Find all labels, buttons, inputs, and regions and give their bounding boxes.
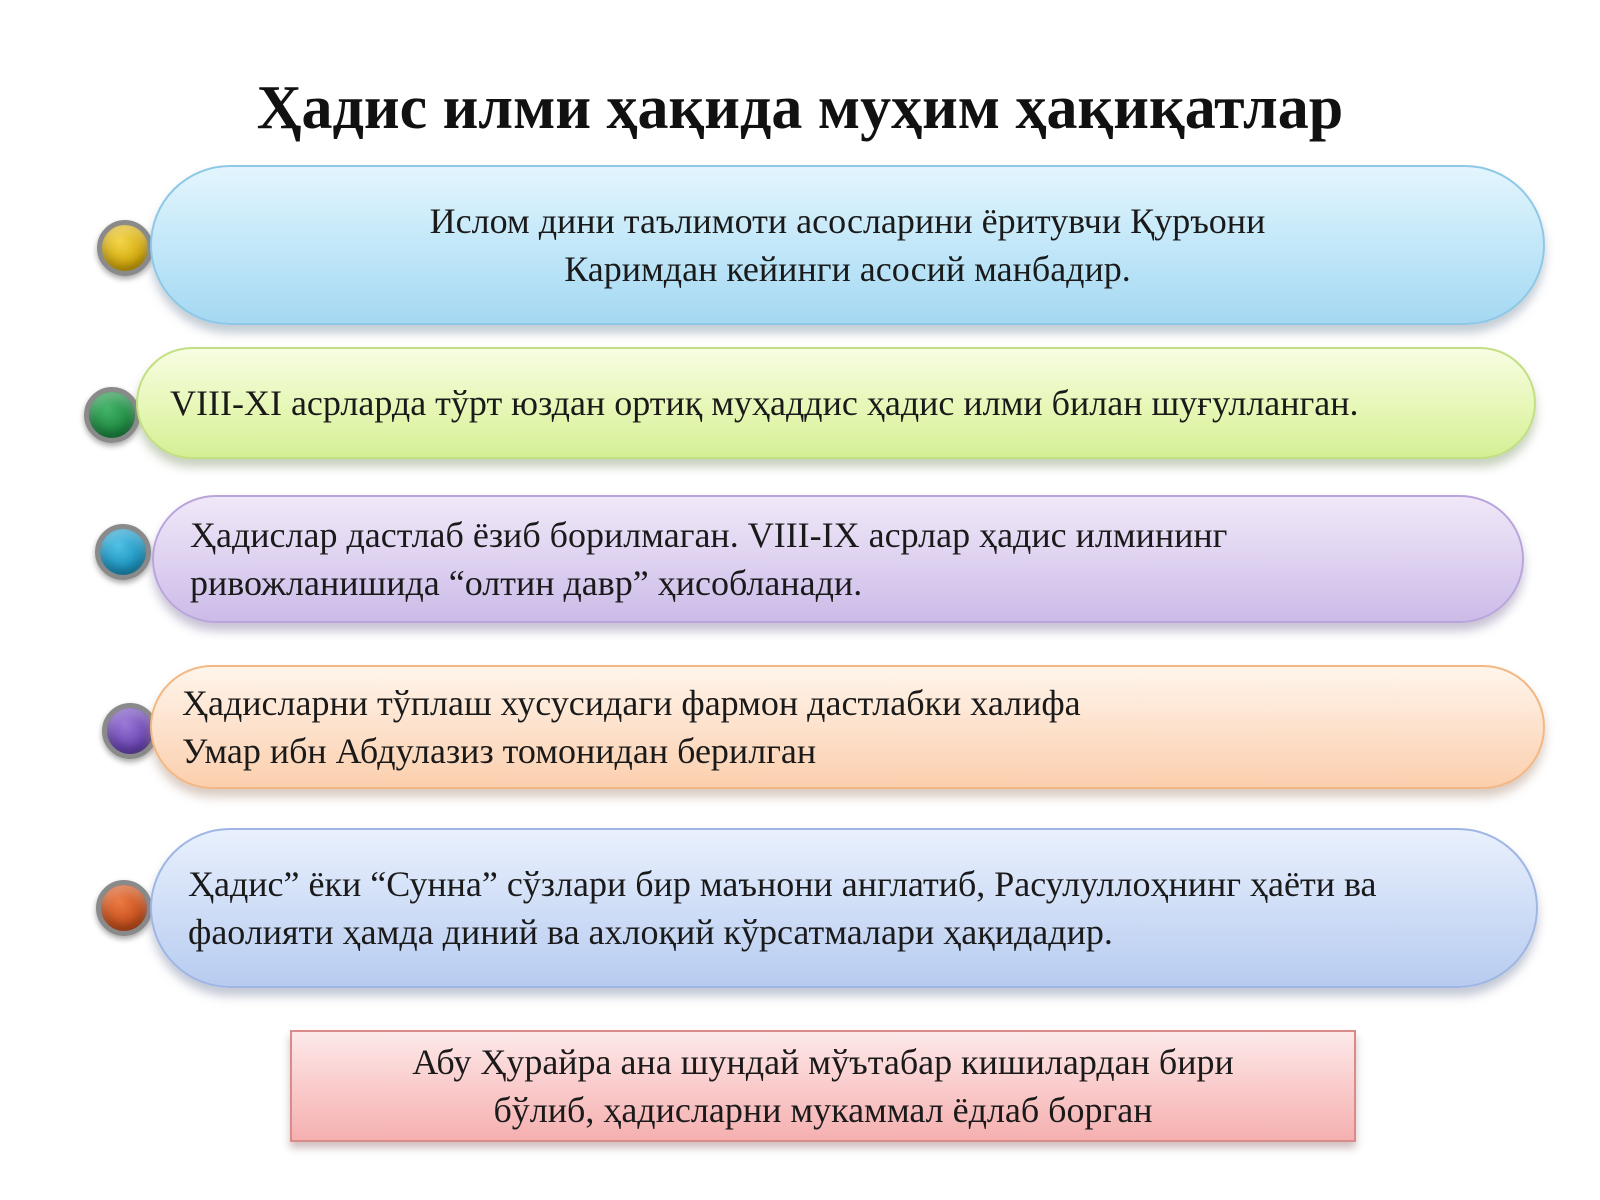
fact-text-1 — [430, 197, 1266, 293]
fact-line: Ислом дини таълимоти асосларини ёритувчи Қуръони — [429, 201, 1266, 241]
fact-text-4 — [182, 679, 1081, 775]
fact-line: VIII-XI асрларда тўрт юздан ортиқ муҳаддис ҳадис илми билан шуғулланган. — [170, 383, 1359, 423]
fact-text-5 — [188, 860, 1377, 956]
fact-item-2 — [136, 347, 1536, 459]
fact-line: ривожланишида “олтин давр” ҳисобланади. — [190, 563, 863, 603]
note-line: Абу Ҳурайра ана шундай мўътабар кишилардан бири — [412, 1042, 1234, 1082]
bullet-dot-1 — [97, 220, 153, 276]
bullet-dot-2 — [84, 387, 140, 443]
note-line: бўлиб, ҳадисларни мукаммал ёдлаб борган — [493, 1090, 1153, 1130]
note-text — [412, 1038, 1234, 1134]
fact-item-4 — [150, 665, 1545, 789]
bullet-dot-3 — [95, 524, 151, 580]
fact-line: фаолияти ҳамда диний ва ахлоқий кўрсатмалари ҳақидадир. — [188, 912, 1113, 952]
note-box — [290, 1030, 1356, 1142]
fact-line: Умар ибн Абдулазиз томонидан берилган — [182, 731, 817, 771]
fact-text-3 — [190, 511, 1227, 607]
fact-item-5 — [150, 828, 1538, 988]
fact-line: Ҳадис” ёки “Сунна” сўзлари бир маънони англатиб, Расулуллоҳнинг ҳаёти ва — [188, 864, 1377, 904]
fact-item-3 — [152, 495, 1524, 623]
slide-title: Ҳадис илми ҳақида муҳим ҳақиқатлар — [256, 74, 1344, 142]
bullet-dot-5 — [96, 880, 152, 936]
fact-line: Ҳадислар дастлаб ёзиб борилмаган. VIII-IX асрлар ҳадис илмининг — [190, 515, 1228, 555]
fact-line: Каримдан кейинги асосий манбадир. — [564, 249, 1131, 289]
fact-text-2 — [170, 379, 1359, 427]
fact-item-1 — [150, 165, 1545, 325]
fact-line: Ҳадисларни тўплаш хусусидаги фармон дастлабки халифа — [182, 683, 1081, 723]
